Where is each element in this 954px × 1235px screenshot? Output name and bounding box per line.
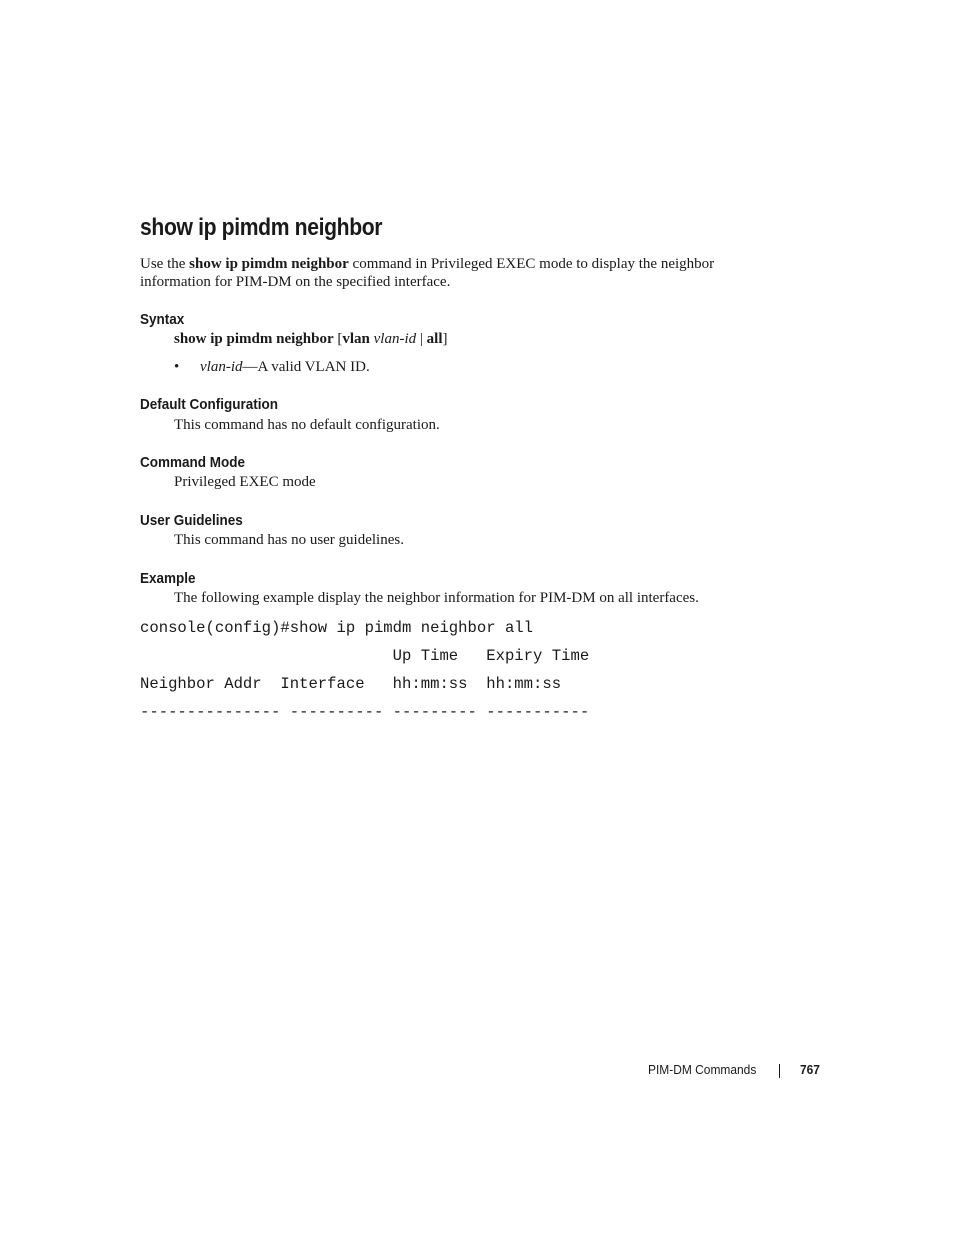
example-heading: Example [140, 570, 196, 587]
footer-page-number: 767 [800, 1062, 820, 1077]
syntax-vlan-keyword: vlan [342, 331, 370, 347]
bullet-description: —A valid VLAN ID. [242, 359, 370, 375]
intro-command: show ip pimdm neighbor [189, 256, 349, 272]
example-text: The following example display the neighbor information for PIM-DM on all interfaces. [174, 590, 699, 606]
bullet-param: vlan-id [200, 359, 243, 375]
syntax-bullet-item [174, 359, 370, 376]
code-line-command: console(config)#show ip pimdm neighbor all [140, 619, 534, 637]
footer-divider [779, 1064, 780, 1078]
syntax-line [174, 331, 448, 348]
command-mode-text: Privileged EXEC mode [174, 474, 316, 490]
intro-paragraph [140, 255, 760, 291]
user-guidelines-text: This command has no user guidelines. [174, 532, 404, 548]
intro-line2: information for PIM-DM on the specified interface. [140, 274, 451, 290]
syntax-vlan-param: vlan-id [373, 331, 417, 347]
code-line-header-2: Neighbor Addr Interface hh:mm:ss hh:mm:ss [140, 675, 562, 693]
code-line-header-1: Up Time Expiry Time [140, 647, 590, 665]
syntax-command: show ip pimdm neighbor [174, 331, 334, 347]
code-line-separator: --------------- ---------- --------- ----------- [140, 703, 590, 721]
syntax-all-keyword: all [426, 331, 443, 347]
page-title: show ip pimdm neighbor [140, 214, 383, 241]
footer-section-name: PIM-DM Commands [648, 1062, 757, 1077]
default-configuration-text: This command has no default configuration. [174, 417, 440, 433]
intro-suffix: command in Privileged EXEC mode to display the neighbor [348, 256, 715, 272]
syntax-close-bracket: ] [442, 331, 448, 347]
command-mode-heading: Command Mode [140, 454, 246, 471]
intro-prefix: Use the [140, 256, 190, 272]
default-configuration-heading: Default Configuration [140, 396, 278, 413]
syntax-open-bracket: [ [333, 331, 343, 347]
user-guidelines-heading: User Guidelines [140, 512, 243, 529]
syntax-heading: Syntax [140, 311, 185, 328]
syntax-separator: | [416, 331, 427, 347]
bullet-marker: • [174, 359, 180, 375]
